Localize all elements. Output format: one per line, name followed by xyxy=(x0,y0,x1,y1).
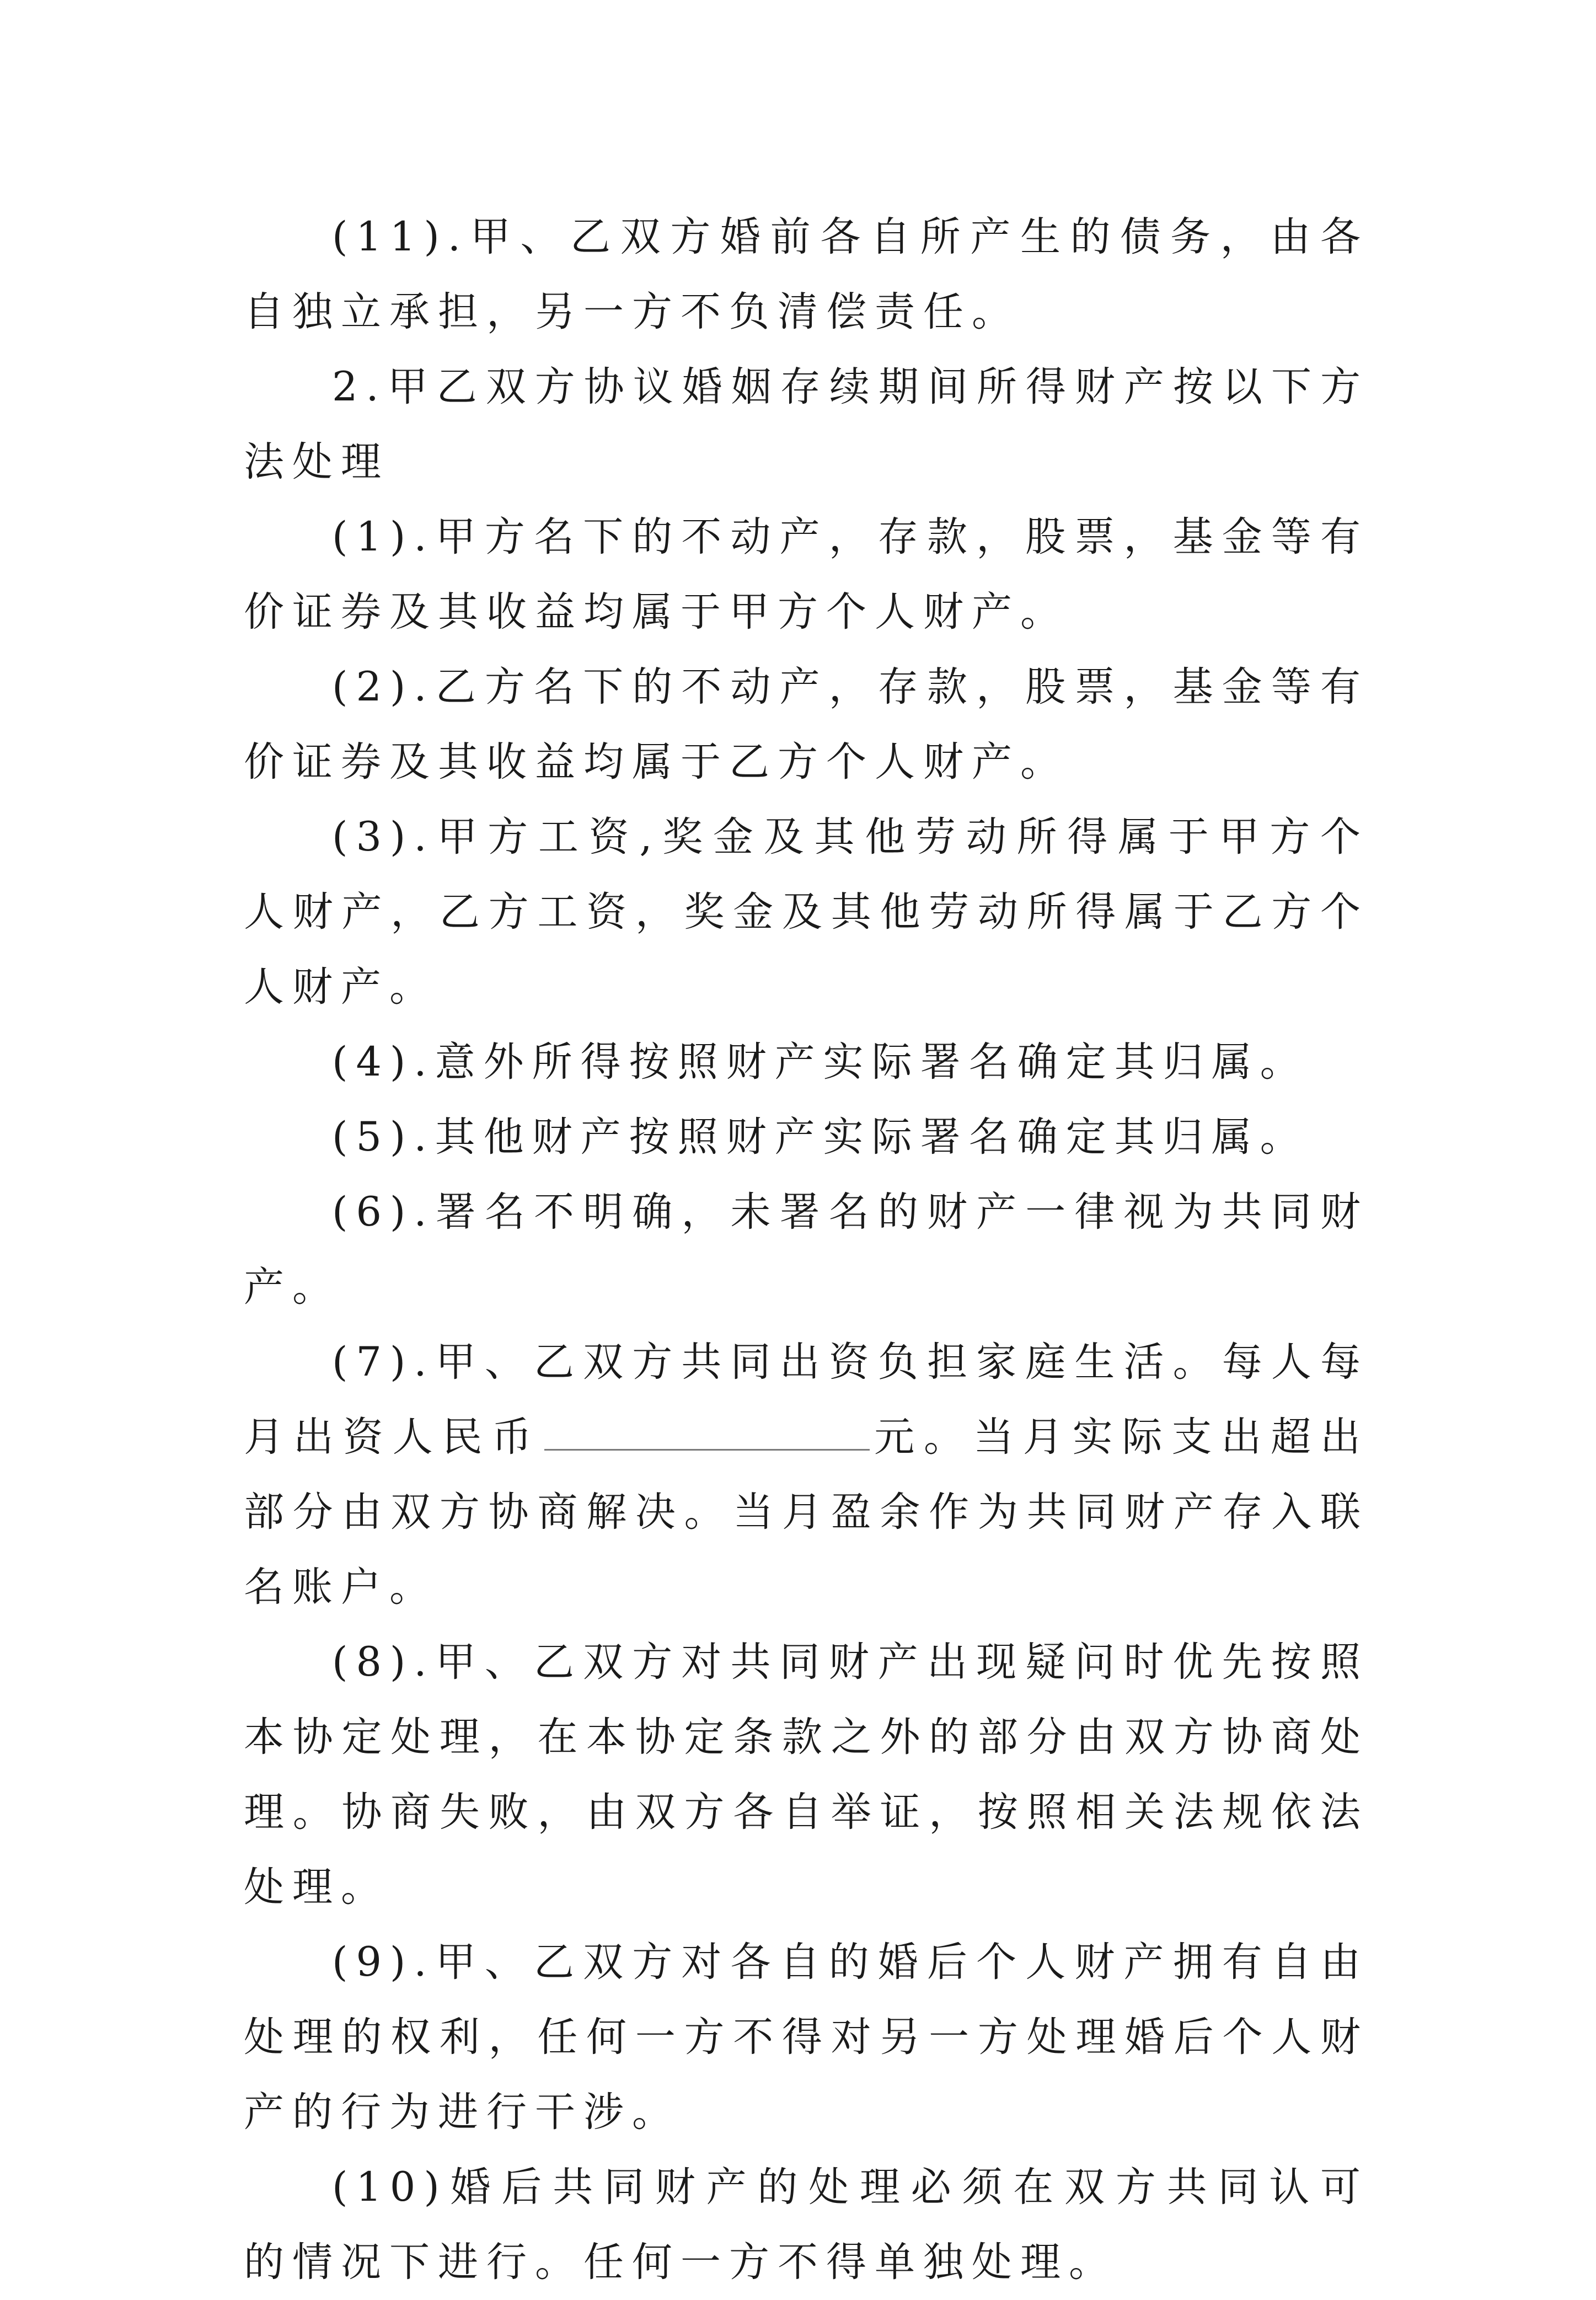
document-body xyxy=(244,200,1369,2300)
clause-7-text-after: 元。当月实际支出超出部分由双方协商解决。当月盈余作为共同财产存入联名账户。 xyxy=(244,1414,1369,1611)
clause-10-joint-property: (10)婚后共同财产的处理必须在双方共同认可的情况下进行。任何一方不得单独处理。 xyxy=(244,2164,1369,2286)
clause-7-household-expenses xyxy=(244,1325,1369,1625)
clause-5-other-property: (5).其他财产按照财产实际署名确定其归属。 xyxy=(332,1114,1309,1160)
clause-2-party-b-property: (2).乙方名下的不动产，存款，股票，基金等有价证券及其收益均属于乙方个人财产。 xyxy=(244,664,1369,785)
clause-8-disputes: (8).甲、乙双方对共同财产出现疑问时优先按照本协定处理，在本协定条款之外的部分由双方协商处理。协商失败，由双方各自举证，按照相关法规依法处理。 xyxy=(244,1639,1369,1911)
amount-blank-line xyxy=(544,1448,870,1451)
clause-4-windfall: (4).意外所得按照财产实际署名确定其归属。 xyxy=(332,1039,1309,1085)
section-2-heading: 2.甲乙双方协议婚姻存续期间所得财产按以下方法处理 xyxy=(244,363,1369,485)
clause-6-unsigned-property: (6).署名不明确，未署名的财产一律视为共同财产。 xyxy=(244,1189,1369,1311)
clause-9-personal-property-rights: (9).甲、乙双方对各自的婚后个人财产拥有自由处理的权利，任何一方不得对另一方处理婚后个人财产的行为进行干涉。 xyxy=(244,1939,1369,2136)
clause-7-text-before: (7).甲、乙双方共同出资负担家庭生活。每人每月出资人民币 xyxy=(244,1339,1369,1461)
clause-1-party-a-property: (1).甲方名下的不动产，存款，股票，基金等有价证券及其收益均属于甲方个人财产。 xyxy=(244,514,1369,635)
clause-11-debts: (11).甲、乙双方婚前各自所产生的债务，由各自独立承担，另一方不负清偿责任。 xyxy=(244,213,1369,335)
clause-3-wages: (3).甲方工资,奖金及其他劳动所得属于甲方个人财产，乙方工资，奖金及其他劳动所得属于乙方个人财产。 xyxy=(244,814,1369,1010)
